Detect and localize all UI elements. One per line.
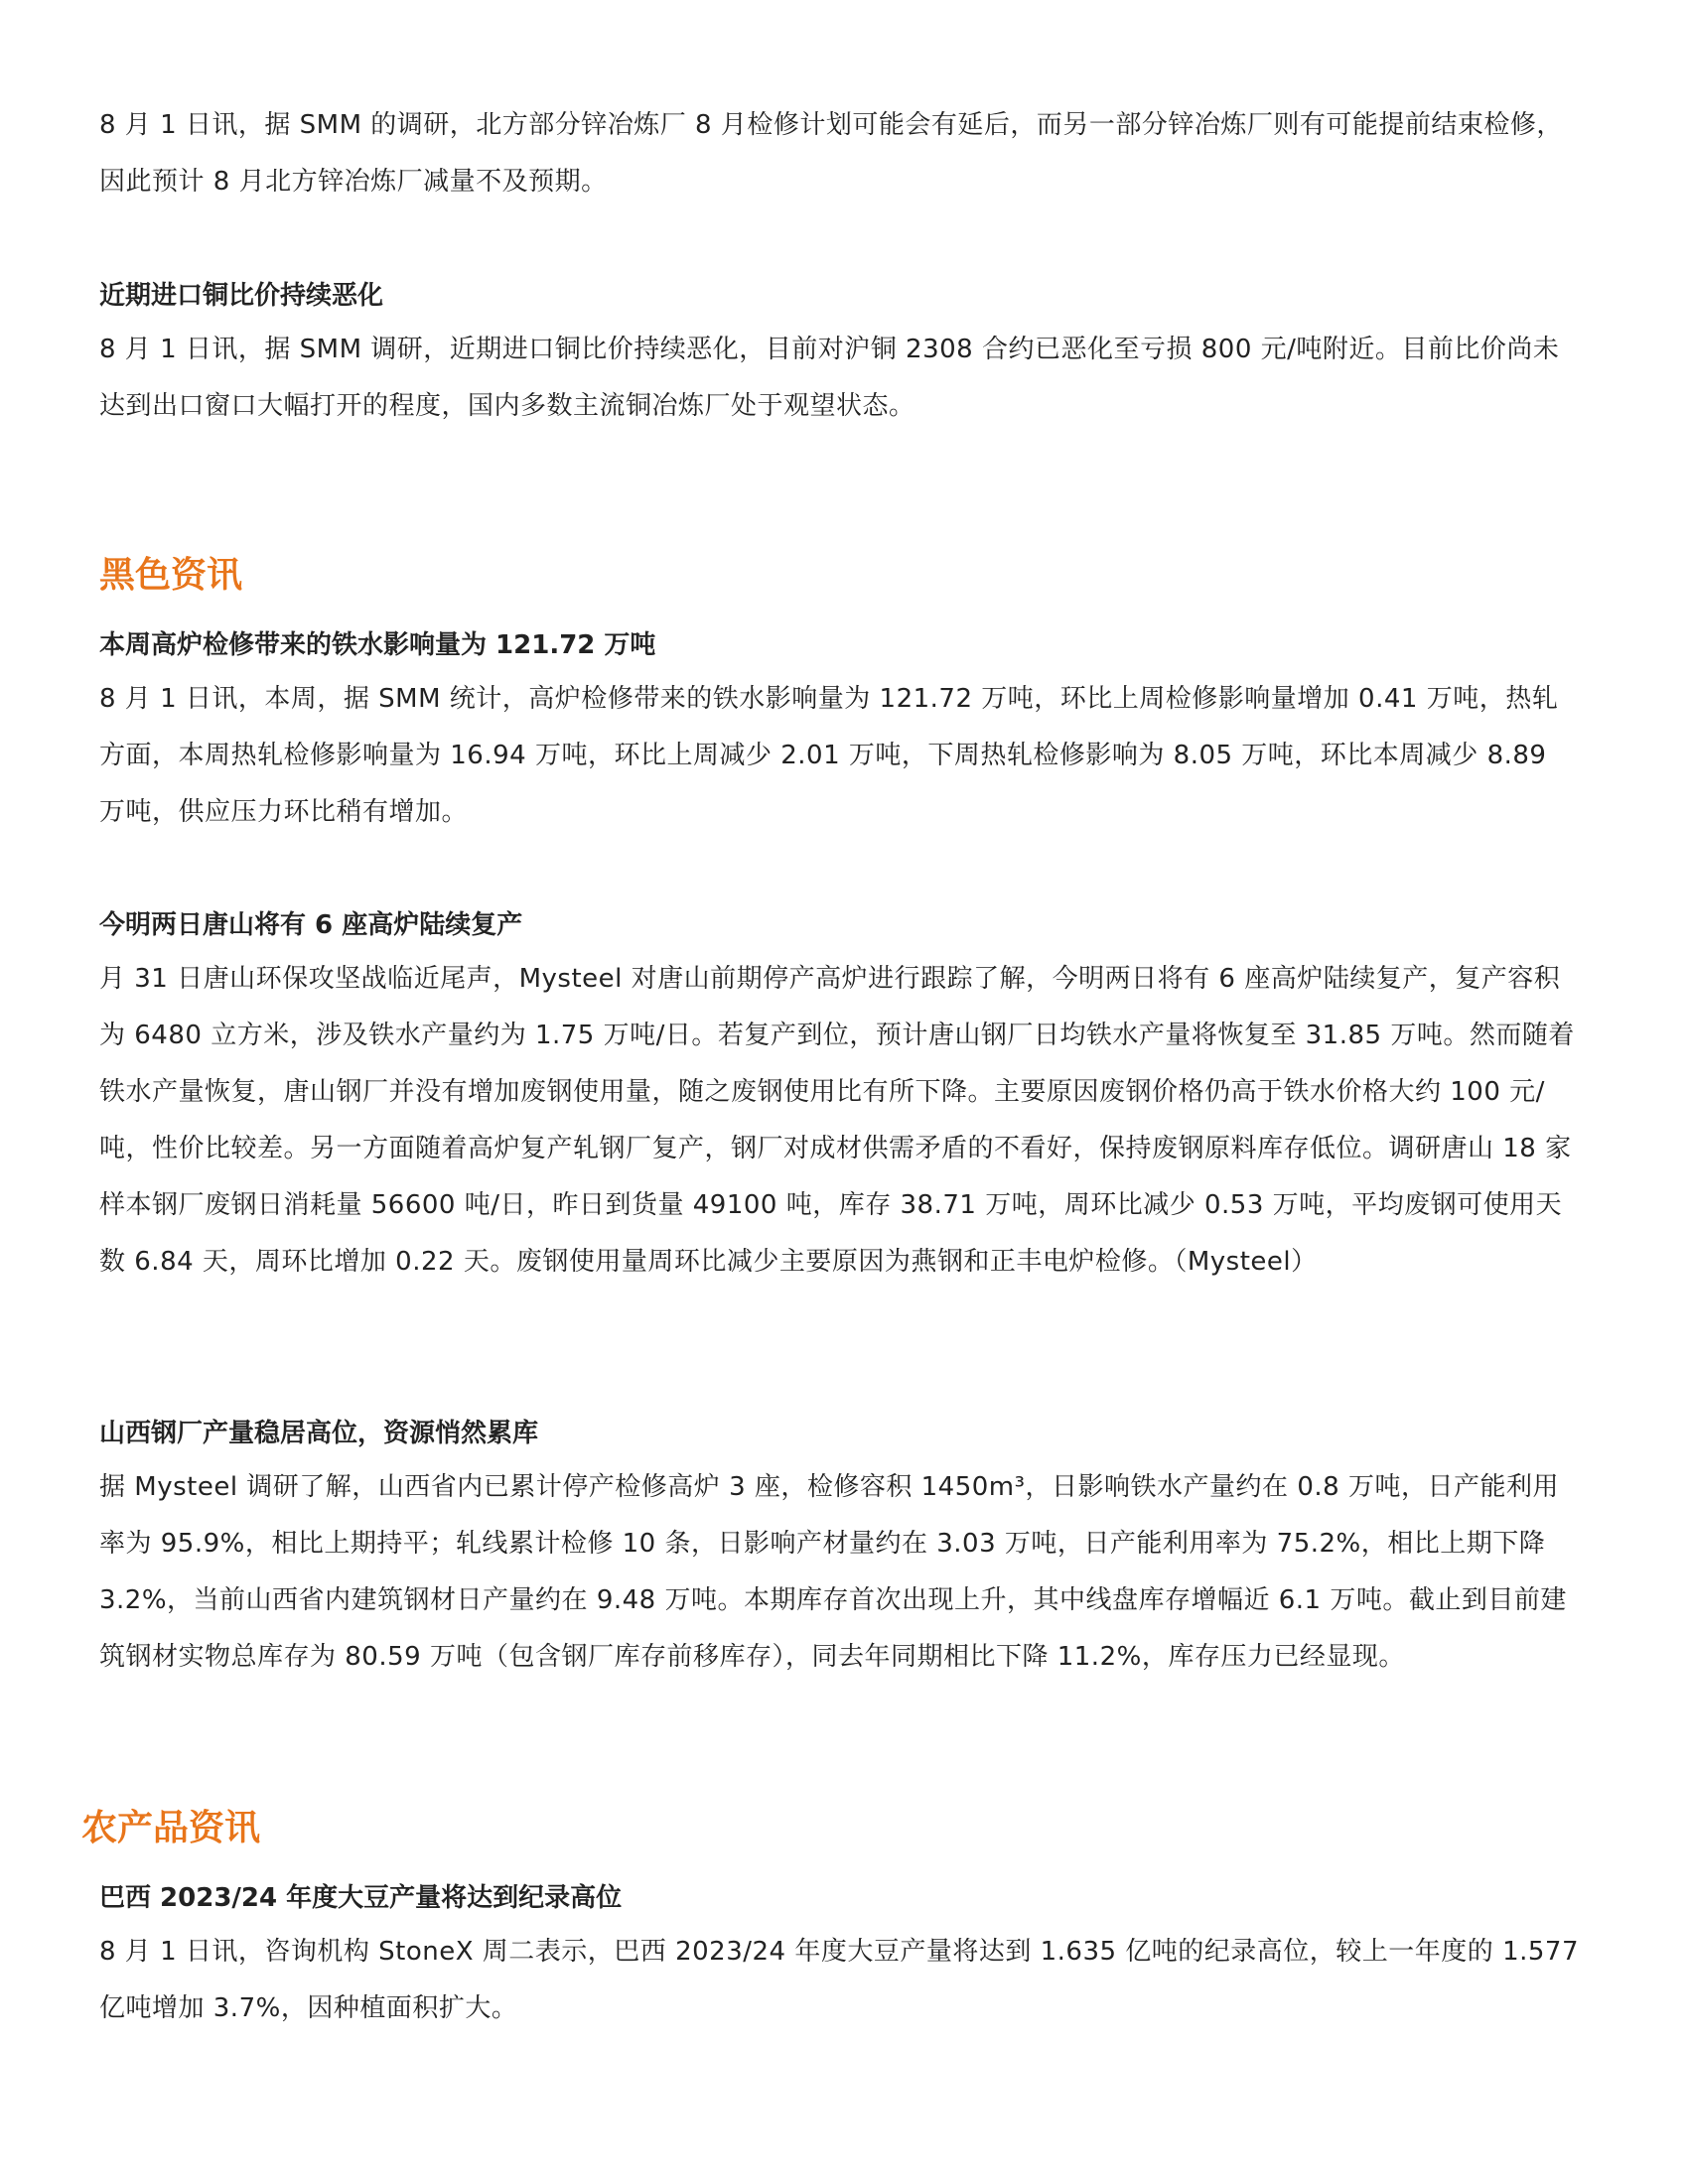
section-heading-ferrous: 黑色资讯 [99,555,243,596]
ferrous-news-item-3 [99,1414,1579,1686]
news-body: 月 31 日唐山环保攻坚战临近尾声，Mysteel 对唐山前期停产高炉进行跟踪了解，今明两日将有 6 座高炉陆续复产，复产容积为 6480 立方米，涉及铁水产量约为 1.75 万吨/日。若复产到位，预计唐山钢厂日均铁水产量将恢复至 31.85 万吨。然而随着铁水产量恢复，唐山钢厂并没有增加废钢使用量，随之废钢使用比有所下降。主要原因废钢价格仍高于铁水价格大约 100 元/吨，性价比较差。另一方面随着高炉复产轧钢厂复产，钢厂对成材供需矛盾的不看好，保持废钢原料库存低位。调研唐山 18 家样本钢厂废钢日消耗量 56600 吨/日，昨日到货量 49100 吨，库存 38.71 万吨，周环比减少 0.53 万吨，平均废钢可使用天数 6.84 天，周环比增加 0.22 天。废钢使用量周环比减少主要原因为燕钢和正丰电炉检修。（Mysteel） [99,964,1575,1277]
news-body: 据 Mysteel 调研了解，山西省内已累计停产检修高炉 3 座，检修容积 1450m³，日影响铁水产量约在 0.8 万吨，日产能利用率为 95.9%，相比上期持平；轧线累计检修 10 条，日影响产材量约在 3.03 万吨，日产能利用率为 75.2%，相比上期下降 3.2%，当前山西省内建筑钢材日产量约在 9.48 万吨。本期库存首次出现上升，其中线盘库存增幅近 6.1 万吨。截止到目前建筑钢材实物总库存为 80.59 万吨（包含钢厂库存前移库存），同去年同期相比下降 11.2%，库存压力已经显现。 [99,1472,1567,1672]
copper-news-title: 近期进口铜比价持续恶化 [99,281,384,311]
news-body: 8 月 1 日讯，本周，据 SMM 统计，高炉检修带来的铁水影响量为 121.72 万吨，环比上周检修影响量增加 0.41 万吨，热轧方面，本周热轧检修影响量为 16.94 万吨，环比上周减少 2.01 万吨，下周热轧检修影响为 8.05 万吨，环比本周减少 8.89 万吨，供应压力环比稍有增加。 [99,684,1559,827]
news-title: 今明两日唐山将有 6 座高炉陆续复产 [99,910,523,940]
news-title: 巴西 2023/24 年度大豆产量将达到纪录高位 [99,1883,623,1913]
news-body: 8 月 1 日讯，咨询机构 StoneX 周二表示，巴西 2023/24 年度大豆产量将达到 1.635 亿吨的纪录高位，较上一年度的 1.577 亿吨增加 3.7%，因种植面积扩大。 [99,1937,1580,2023]
zinc-news-item [99,97,1579,210]
ferrous-news-item-2 [99,905,1579,1291]
ferrous-news-item-1 [99,625,1579,841]
news-title: 本周高炉检修带来的铁水影响量为 121.72 万吨 [99,630,656,660]
section-heading-agri: 农产品资讯 [81,1808,261,1848]
copper-news-body: 8 月 1 日讯，据 SMM 调研，近期进口铜比价持续恶化，目前对沪铜 2308 合约已恶化至亏损 800 元/吨附近。目前比价尚未达到出口窗口大幅打开的程度，国内多数主流铜冶炼厂处于观望状态。 [99,335,1560,421]
news-title: 山西钢厂产量稳居高位，资源悄然累库 [99,1419,539,1448]
copper-news-item [99,276,1579,435]
zinc-news-body: 8 月 1 日讯，据 SMM 的调研，北方部分锌冶炼厂 8 月检修计划可能会有延后，而另一部分锌冶炼厂则有可能提前结束检修，因此预计 8 月北方锌冶炼厂减量不及预期。 [99,110,1563,197]
agri-news-item-1 [99,1878,1579,2037]
